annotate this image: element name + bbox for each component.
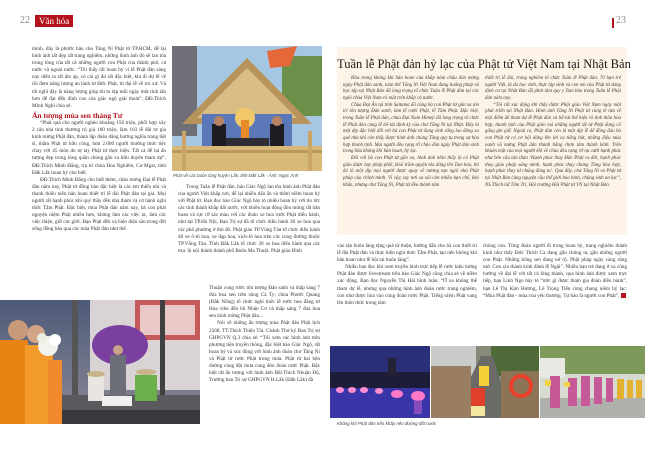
- paragraph: “Tôi rất xúc động khi thấy được Phật giáo Việt Nam ngày một phát triển tại Nhật Bản. Hình ảnh Tăng Ni Phật tử cùng tề tựu về một điểm để tham dự lễ Phật đản và bố-tát thể hiện rõ tinh thần hòa hợp, thanh tịnh của Phật giáo mà những người đệ tử Phật đang cố gắng gìn giữ. Ngoài ra, Phật đản còn là một dịp lễ để đồng đảo bà con Phật tử có cơ hội dâng lên lời ca tiếng hát, những điệu múa oanh vũ mừng Phật đản thanh bằng chơn tâm thành kính. Trên khuôn mặt của mọi người khi về chùa đều rạng rỡ nụ cười hạnh phúc như bên câu tán thán ‘Hạnh phúc thay Đức Phật ra đời, hạnh phúc thay giáo pháp sáng minh, hạnh phúc thay chúng Tăng hòa hợp, hạnh phúc thay tứ chúng đồng tu’. Qua đây, chư Tăng Ni và Phật tử tại Nhật Bản cùng nguyện cầu thế giới hòa bình, chúng sinh an lạc”, NS.Thích nữ Tâm Trí, Hội trưởng Hội Phật tử VN tại Nhật Bản.: [485, 102, 621, 188]
- section-tag: Văn hóa: [35, 15, 73, 27]
- left-column-1: [32, 46, 166, 233]
- box-column-2: [485, 76, 621, 189]
- feature-box: [337, 47, 631, 235]
- box-title: Tuần lễ Phật đản hỷ lạc của Phật tử Việt Nam tại Nhật Bản: [337, 57, 631, 71]
- right-column-2: [483, 243, 627, 300]
- page-number-right: 23: [616, 15, 626, 26]
- paragraph-text: chúng con. Từng đoàn người đi trong hoan hỷ, trang nghiêm thành kính như thấy Đức Thích Ca đang gần chúng ta, gần những người con Phật. Những bông sen đang nở rộ. Phật pháp ngày càng rộng mở. Con xin thành kính đảnh lễ Ngài”. Nhiều bạn trẻ đang ở xa cũng hướng về đại lễ với tất cả lòng thành, qua hình ảnh được xem trực tiếp, bạn Linh Ngo bày tỏ “ước gì được tham gia đoàn diễu hành”, bạn Lê Thị Kim Hương, Lê Trọng Tiến cùng chung niềm hỷ lạc: “Mùa Phật đản - mùa của yêu thương. Tự hào là người con Phật”.: [483, 243, 627, 299]
- paragraph: minh, đây là phước báu cho Tăng Ni Phật tử TP.HCM, để lại hình ảnh rất đẹp rất trang nghiêm, những hình ảnh đó sẽ lan tỏa trong lòng của tất cả những người con Phật của thành phố, cả nước và ngoài nước. “Tôi thấy rất hoan hỷ vì lễ Phật đản sáng nay diễn ra rất ấm áp, có cái gì đó rất đặc biệt, khi đi dự lễ về rồi đem năng lượng an lành từ Đức Phật, từ đại lễ về trú xứ. Và tôi nghĩ đây là năng lượng giúp tôi tu tập mỗi ngày một tinh tấn hơn để đạt đến đỉnh cao của giác ngộ giải thoát”, ĐĐ.Thích Minh Nghi chia sẻ.: [32, 46, 166, 109]
- page-marker: [612, 18, 614, 28]
- paragraph: thiết trí lễ đài, trang nghiêm tổ chức Tuần lễ Phật đản. 70 bạn trẻ người Việt, là du học sinh, thực tập sinh và con em của Phật tử đang định cư tại Nhật Bản đã phát tâm quy y Tam bảo trong Tuần lễ Phật đản năm nay.: [485, 76, 621, 101]
- bottom-photo-caption: Không khí Phật đản trên khắp nẻo đường đất nước: [337, 421, 437, 426]
- paragraph: Chùa Đại Ấn tại tỉnh Saitama đã cùng bà con Phật tử gần xa tôn trí tôn tượng Đản sanh, làm lễ rước Phật, lễ Tắm Phật. Đặc biệt, trong Tuần lễ Phật đản, chùa Đại Nam Himeji đã long trọng tổ chức lễ Phật đản cùng lễ bố-tát định kỳ của chư Tăng Ni tại Nhật. Đây là một dịp đặc biệt đối với bà con Phật tử đang sinh sống lao động xa quê nhà khi còn thấy được hình ảnh chúng Tăng quy tụ trong sự hòa hợp thanh tịnh. Mọi người đều rạng rỡ chào đón ngày Phật đản sinh trong bầu không khí hân hoan, hỷ lạc.: [343, 102, 479, 155]
- paragraph: Nhiều bạn đọc khi xem truyền hình trực tiếp lễ rước kiệu mừng Phật đản được livestream trên báo Giác Ngộ cũng chia sẻ về niềm xúc động. Bạn đọc Nguyễn Thị Hải bình luận: “Ở xa không thể tham dự lễ, nhưng qua những hình ảnh đoàn rước trang nghiêm, con như được hòa vào cùng đoàn rước Phật. Tiếng niệm Phật vang lên thôn thức trong tâm: [337, 264, 477, 306]
- left-column-2-bottom: [209, 285, 320, 384]
- photo-pink-procession: [540, 346, 645, 418]
- paragraph: Đối với bà con Phật tử gần xa, hình ảnh nhìn thấy là có Phật giáo được hay pháp phối, khói trầm quyện tỏa dâng lên Tam bảo, thì đó là một dịp mọi người được quay về nương tựa ngôi nhà Phật pháp của chính mình. Vì vậy, tuy nơi xa xôi còn nhiều hạn chế, khó khăn, nhưng chư Tăng Ni, Phật tử đều thành tâm: [343, 155, 479, 188]
- left-column-2-top: [178, 184, 320, 255]
- end-of-article-icon: [621, 293, 626, 298]
- right-column-1: [337, 243, 477, 307]
- page-number-left: 22: [20, 15, 30, 26]
- paragraph: Hòa trong không khí hân hoan của khắp năm châu đón mừng ngày Phật đản sanh, toàn thể Tăng Ni Việt Nam đang hoằng pháp và học tập tại Nhật Bản đã long trọng tổ chức Tuần lễ Phật đản tại các ngôi chùa Việt Nam có mặt trên khắp cả nước.: [343, 76, 479, 101]
- subheading: Ấn tượng mùa sen tháng Tư: [32, 110, 123, 120]
- paragraph: Trong Tuần lễ Phật đản, báo Giác Ngộ lan tỏa hình ảnh Phật đản của người Việt khắp nơi, để lại nhiều dấu ấn và thêm niềm hoan hỷ với Phật tử. Bạn đọc báo Giác Ngộ bày tỏ nhiều hoan hỷ với tin tức các tỉnh thành khắp đất nước, với nhiều hoạt động đón mừng rất hân hoan và rực rỡ sắc màu với các đoàn xe hoa rước Phật diễu hành, như tại TP.Hà Nội, Ban Trị sự đã tổ chức diễu hành 30 xe hoa qua các phố phường ở thủ đô. Phật giáo TP.Vũng Tàu tổ chức diễu hành 40 xe ô-tô hoa, xe đạp hoa, xích-lô hoa trên các cung đường thuộc TP.Vũng Tàu. Tỉnh Đắk Lắk tổ chức 30 xe hoa diễu hành qua các trục lộ nội thành thành phố Buôn Ma Thuột. Phật giáo Bình: [178, 184, 320, 254]
- paragraph: vào tận buôn làng tặng quà từ thiện, hướng dẫn cho bà con thiết trí lễ đài Phật đản và thực hiện nghi thức Tắm Phật, tạo nên không khí hân hoan như lễ hội tại buôn làng”.: [337, 243, 477, 264]
- photo-buddha-altar: [172, 46, 322, 171]
- paragraph: Thuận cung rước tôn tượng Đản sanh và thắp sáng 7 đóa hoa sen trên sông Cà Ty; chùa Phước Quang (Đắk Nông) tổ chức nghi thức lễ rước hoa đăng từ Hoa viên đến hồ Nhân Cơ và thắp sáng 7 đóa hoa sen kính mừng Phật đản...: [209, 285, 320, 320]
- paragraph: “Phát quà cho người nghèo khoảng 150 triệu, phối hợp xây 2 căn nhà tình thương trị giá 160 triệu, làm 103 lễ đài tư gia kính mừng Phật đản, thành lập đoàn dâng hương nghĩa trang liệt sĩ, thăm Phật tử hữu công, hơn 2.000 người thưởng thức tiệc chay với 45 món do tự tay Phật tử thực hiện. Tất cả để lại ấn tượng đẹp trong lòng quần chúng gần xa hữu duyên tham dự”, ĐĐ.Thích Minh Đăng, trụ trì chùa Hoa Nghiêm, Cư Mgar, tỉnh Đắk Lắk hoan hỷ cho biết.: [32, 119, 166, 176]
- photo-procession-rain: [0, 300, 200, 424]
- paragraph: ĐĐ.Thích Minh Đăng cho biết thêm, chào mừng Đại lễ Phật đản năm nay, Phật tử đồng bào đặc biệt là các em thiếu nhi và thanh thiếu niên hân hoan thiết trí lễ đài Phật đản tại gia. Mọi người rất hạnh phúc khi quý thầy đến nhà thăm và cử hành nghi thức Tắm Phật. Đặc biệt, mùa Phật đản năm nay, bà con phát nguyện niệm Phật nhiều hơn, không làm các việc ác, làm các việc thiện, giữ các giới. Đạo Phật đến và hiện diện sâu trong đời sống đồng bào qua các mùa Phật đản như thế.: [32, 176, 166, 233]
- paragraph: [483, 243, 627, 300]
- photo-flower-parade: [431, 346, 539, 418]
- paragraph: Nói về những ấn tượng mùa Phật đản Phật lịch 2568, TT.Thích Thiện Tài, Chánh Thư ký Ban Trị sự GHPGVN Q.3 chia sẻ: “Tôi xem các hình ảnh trên phương tiện truyền thông, đặc biệt báo Giác Ngộ, rất hoan hỷ và xúc động với hình ảnh đoàn chư Tăng Ni và Phật tử rước Phật trong mưa. Phật tử hai bên đường cùng đội mưa cung đón đoàn rước Phật. Đặc biệt rất ấn tượng với hình ảnh ĐĐ.Thích Nhuận Độ, Trưởng ban Trị sự GHPGVN H.Lắk (Đắk Lắk) đã: [209, 320, 320, 384]
- photo-lotus-lanterns: [330, 346, 430, 418]
- photo-caption: Phật về các buôn làng huyện Lắk, tỉnh Đắk Lắk - Ảnh: Ngọc Ánh: [173, 173, 299, 178]
- box-column-1: [343, 76, 479, 189]
